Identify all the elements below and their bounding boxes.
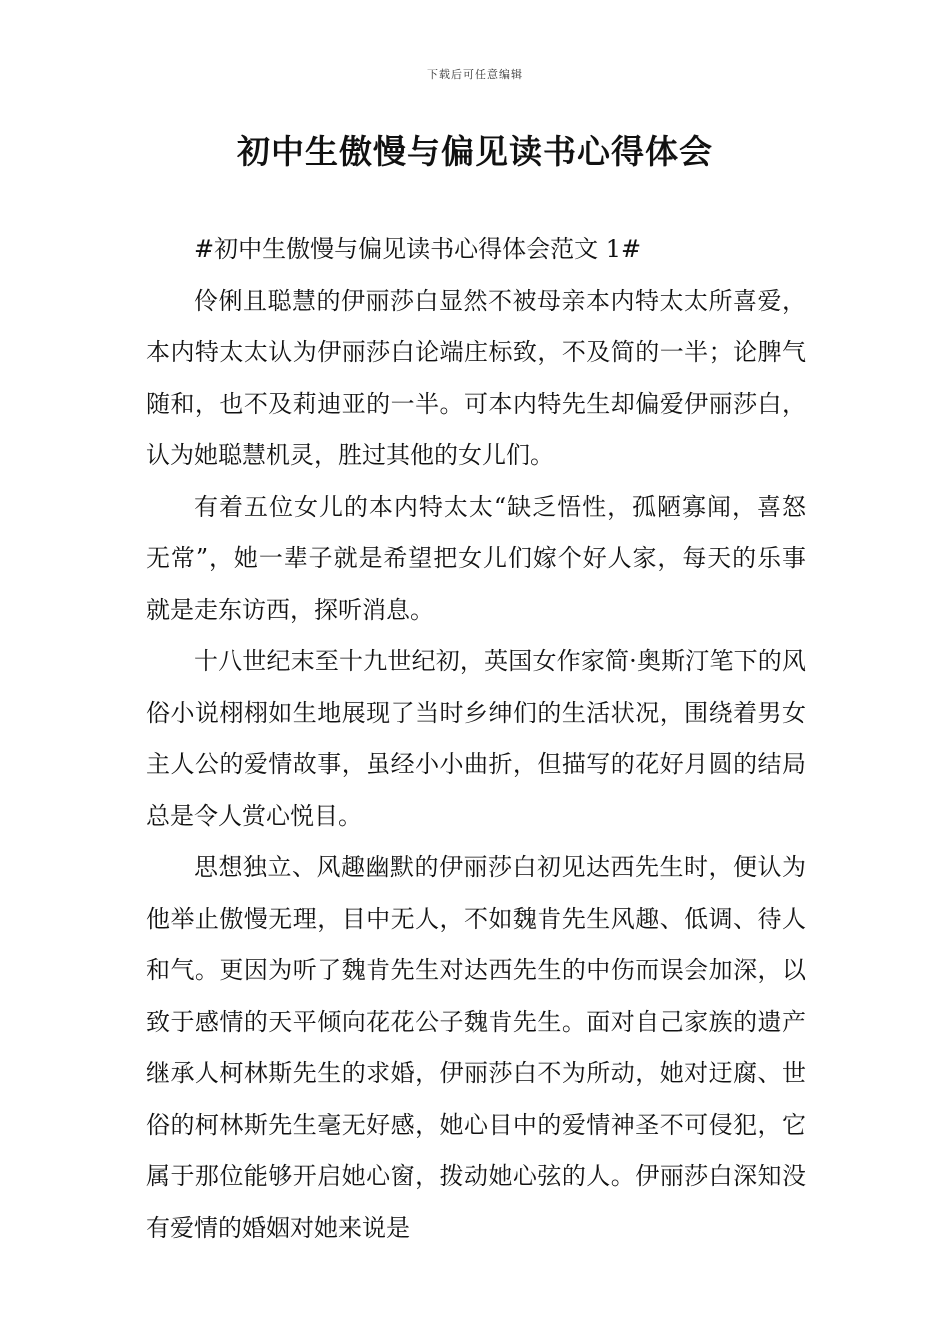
paragraph-1: 伶俐且聪慧的伊丽莎白显然不被母亲本内特太太所喜爱，本内特太太认为伊丽莎白论端庄标致，不及简的一半；论脾气随和，也不及莉迪亚的一半。可本内特先生却偏爱伊丽莎白，认为她聪慧机灵，胜过其他的女儿们。: [146, 286, 806, 469]
header-note: 下载后可任意编辑: [427, 68, 523, 81]
paragraph-2: 有着五位女儿的本内特太太“缺乏悟性，孤陋寡闻，喜怒无常”，她一辈子就是希望把女儿们嫁个好人家，每天的乐事就是走东访西，探听消息。: [146, 492, 806, 624]
paragraph-4: 思想独立、风趣幽默的伊丽莎白初见达西先生时，便认为他举止傲慢无理，目中无人，不如魏肯先生风趣、低调、待人和气。更因为听了魏肯先生对达西先生的中伤而误会加深，以致于感情的天平倾向花花公子魏肯先生。面对自己家族的遗产继承人柯林斯先生的求婚，伊丽莎白不为所动，她对迂腐、世俗的柯林斯先生毫无好感，她心目中的爱情神圣不可侵犯，它属于那位能够开启她心窗，拨动她心弦的人。伊丽莎白深知没有爱情的婚姻对她来说是: [146, 853, 806, 1242]
document-title: 初中生傲慢与偏见读书心得体会: [237, 132, 713, 171]
paragraph-3: 十八世纪末至十九世纪初，英国女作家简·奥斯汀笔下的风俗小说栩栩如生地展现了当时乡绅们的生活状况，围绕着男女主人公的爱情故事，虽经小小曲折，但描写的花好月圆的结局总是令人赏心悦目。: [146, 647, 806, 830]
section-heading: #初中生傲慢与偏见读书心得体会范文 1#: [194, 235, 642, 263]
document-body: [146, 224, 806, 1254]
